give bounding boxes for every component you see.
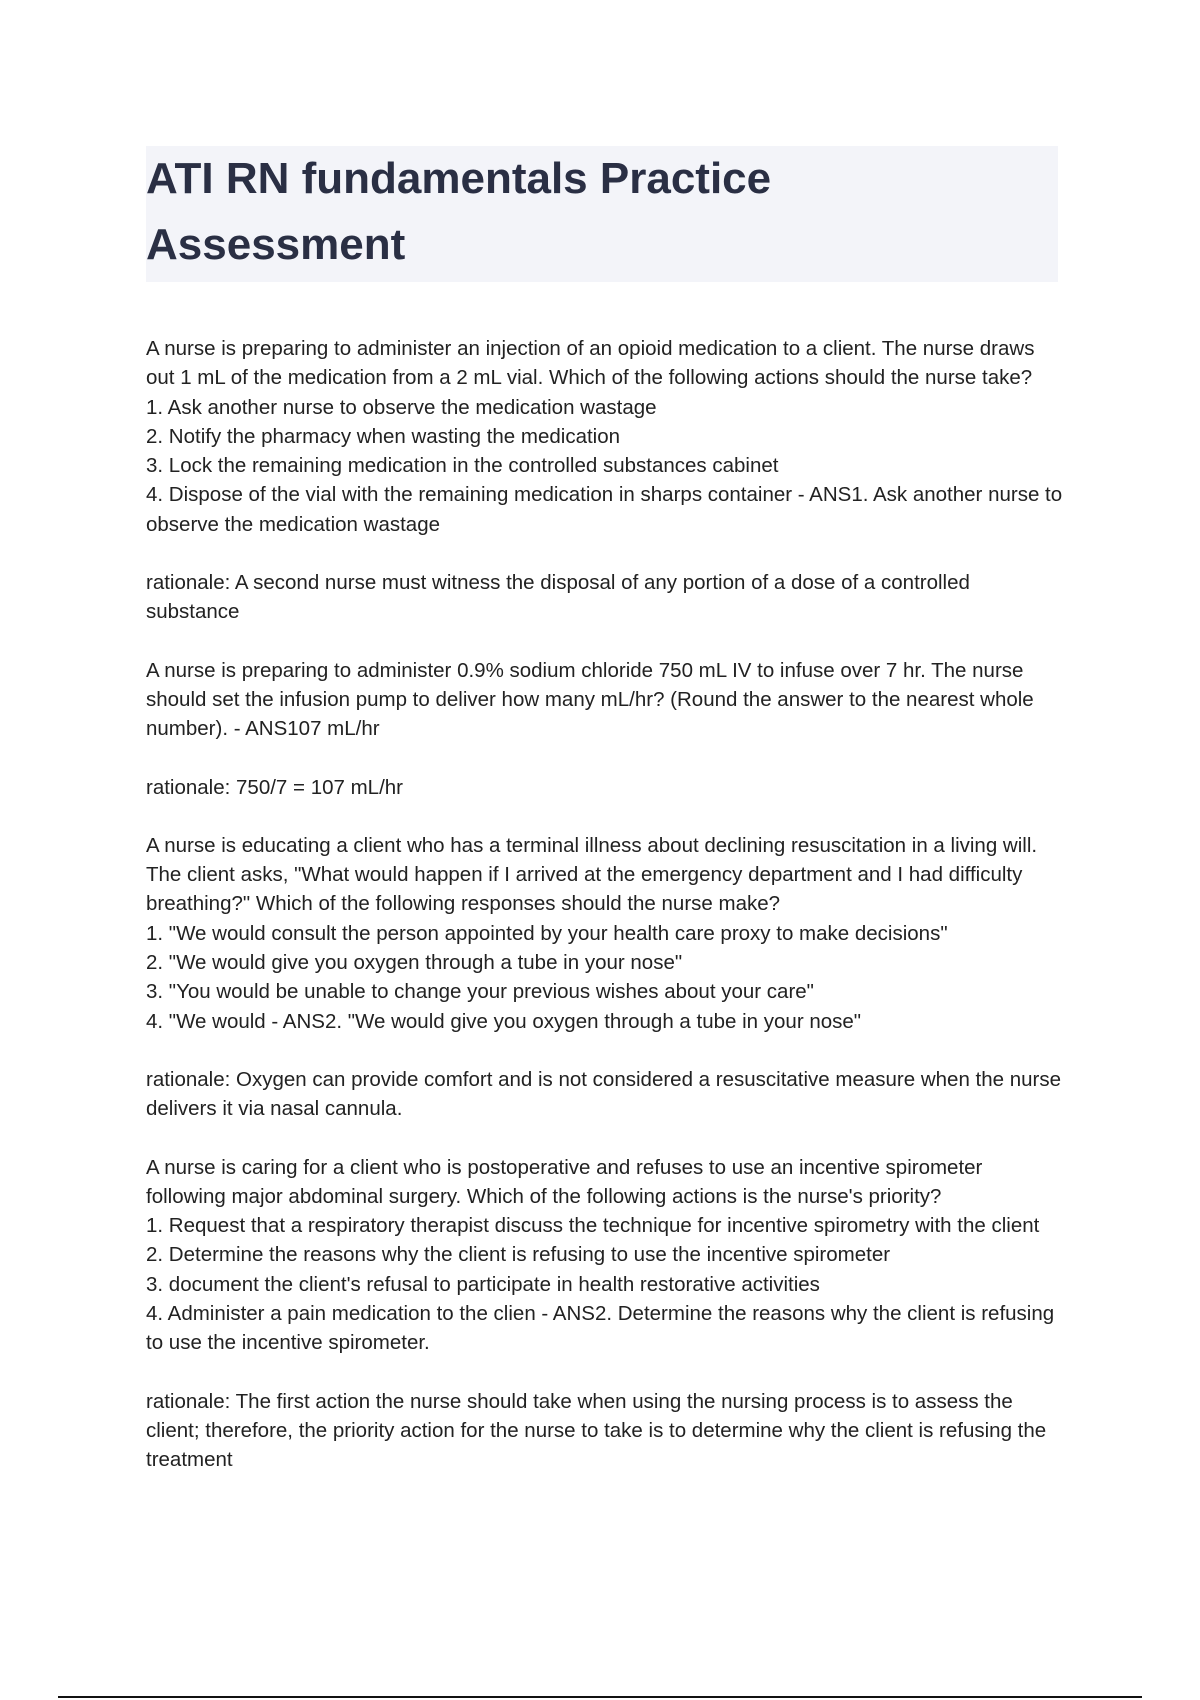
rationale-4: rationale: The first action the nurse should take when using the nursing process is to assess the client; therefore, the priority action for the nurse to take is to determine why the client is refusing the treatment <box>146 1389 1047 1472</box>
question-4: A nurse is caring for a client who is postoperative and refuses to use an incentive spirometer following major abdominal surgery. Which of the following actions is the nurse's priority? 1. Request that a respiratory therapist discuss the technique for incentive spirometry with the client 2. Determine the reasons why the client is refusing to use the incentive spirometer 3. document the client's refusal to participate in health restorative activities 4. Administer a pain medication to the clien - ANS2. Determine the reasons why the client is refusing to use the incentive spirometer. <box>146 1155 1055 1355</box>
question-1: A nurse is preparing to administer an injection of an opioid medication to a client. The nurse draws out 1 mL of the medication from a 2 mL vial. Which of the following actions should the nurse take? 1. Ask another nurse to observe the medication wastage 2. Notify the pharmacy when wasting the medication 3. Lock the remaining medication in the controlled substances cabinet 4. Dispose of the vial with the remaining medication in sharps container - ANS1. Ask another nurse to observe the medication wastage <box>146 337 1063 536</box>
rationale-2: rationale: 750/7 = 107 mL/hr <box>146 775 403 799</box>
rationale-1: rationale: A second nurse must witness the disposal of any portion of a dose of a controlled substance <box>146 571 970 624</box>
title-banner <box>146 146 1058 282</box>
document-body <box>146 334 1066 1504</box>
rationale-3: rationale: Oxygen can provide comfort and is not considered a resuscitative measure when the nurse delivers it via nasal cannula. <box>146 1067 1062 1121</box>
footer-divider <box>58 1696 1142 1698</box>
question-2: A nurse is preparing to administer 0.9% sodium chloride 750 mL IV to infuse over 7 hr. The nurse should set the infusion pump to deliver how many mL/hr? (Round the answer to the nearest whole number). - ANS107 mL/hr <box>146 658 1034 741</box>
page-title: ATI RN fundamentals Practice Assessment <box>146 154 772 269</box>
question-3: A nurse is educating a client who has a terminal illness about declining resuscitation in a living will. The client asks, "What would happen if I arrived at the emergency department and I had difficulty breathing?" Which of the following responses should the nurse make? 1. "We would consult the person appointed by your health care proxy to make decisions" 2. "We would give you oxygen through a tube in your nose" 3. "You would be unable to change your previous wishes about your care" 4. "We would - ANS2. "We would give you oxygen through a tube in your nose" <box>146 833 1038 1033</box>
